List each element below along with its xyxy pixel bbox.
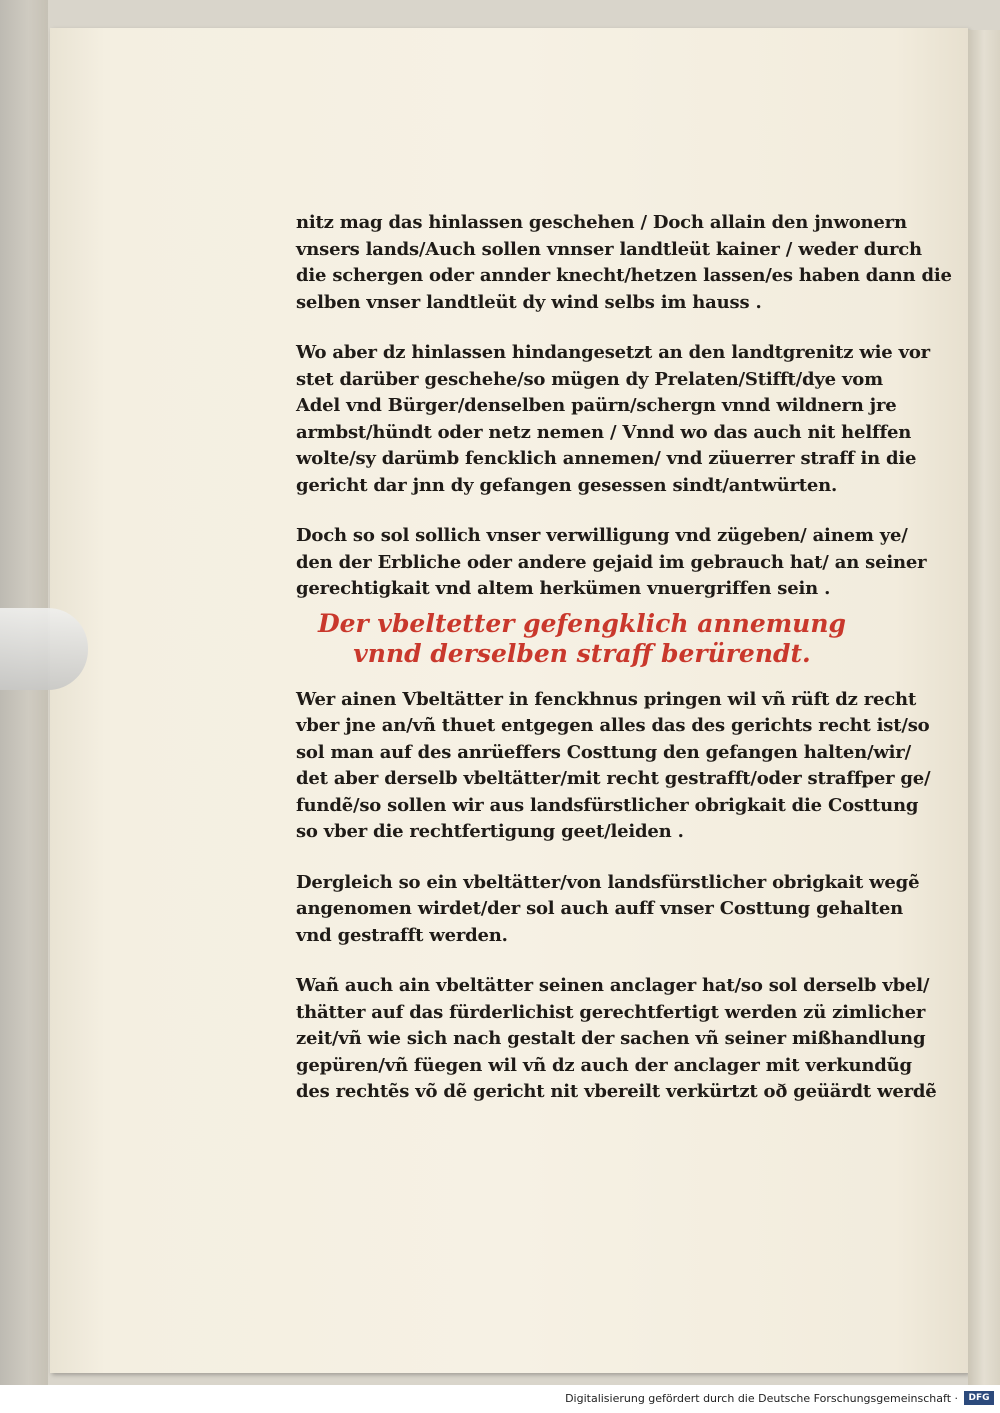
text-line: Doch so sol sollich vnser verwilligung vnd zügeben/ ainem ye/ (296, 525, 908, 546)
heading-line-2: vnnd derselben straff berürendt. (353, 638, 811, 668)
section-heading (296, 609, 868, 669)
text-line: armbst/hündt oder netz nemen / Vnnd wo das auch nit helffen (296, 421, 912, 443)
text-line: vnd gestrafft werden. (296, 924, 508, 946)
text-line: thätter auf das fürderlichist gerechtfertigt werden zü zimlicher (296, 1001, 926, 1023)
text-line: den der Erbliche oder andere gejaid im gebrauch hat/ an seiner (296, 551, 927, 573)
text-line: so vber die rechtfertigung geet/leiden . (296, 821, 684, 842)
text-line: vber jne an/vñ thuet entgegen alles das des gerichts recht ist/so (296, 715, 930, 736)
page-clip (0, 608, 88, 690)
text-line: selben vnser landtleüt dy wind selbs im hauss . (296, 291, 762, 313)
page-text-block (296, 210, 952, 1130)
dfg-logo-icon[interactable]: DFG (964, 1391, 994, 1405)
text-line: gepüren/vñ füegen wil vñ dz auch der anclager mit verkundũg (296, 1054, 912, 1076)
paragraph-4 (296, 687, 931, 846)
text-line: Dergleich so ein vbeltätter/von landsfürstlicher obrigkait wegẽ (296, 871, 920, 893)
text-line: die schergen oder annder knecht/hetzen lassen/es haben dann die (296, 265, 952, 286)
paragraph-6 (296, 973, 937, 1106)
text-line: fundẽ/so sollen wir aus landsfürstlicher obrigkait die Costtung (296, 794, 919, 816)
paragraph-2 (296, 340, 930, 499)
text-line: vnsers lands/Auch sollen vnnser landtleüt kainer / weder durch (296, 238, 922, 260)
text-line: Wer ainen Vbeltätter in fenckhnus pringen wil vñ rüft dz recht (296, 688, 917, 710)
text-line: angenomen wirdet/der sol auch auff vnser Costtung gehalten (296, 898, 903, 919)
funding-notice: Digitalisierung gefördert durch die Deutsche Forschungsgemeinschaft · (565, 1392, 958, 1405)
text-line: Wo aber dz hinlassen hindangesetzt an den landtgrenitz wie vor (296, 342, 930, 363)
paragraph-1 (296, 210, 952, 316)
book-left-edge (0, 0, 48, 1385)
text-line: Adel vnd Bürger/denselben paürn/schergn vnnd wildnern jre (296, 395, 897, 416)
text-line: gericht dar jnn dy gefangen gesessen sindt/antwürten. (296, 474, 838, 496)
paragraph-5 (296, 870, 920, 950)
heading-line-1: Der vbeltetter gefengklich annemung (317, 608, 847, 638)
text-line: Wañ auch ain vbeltätter seinen anclager hat/so sol derselb vbel/ (296, 975, 930, 996)
text-line: des rechtẽs võ dẽ gericht nit vbereilt verkürtzt oð geüärdt werdẽ (296, 1081, 937, 1102)
page-right-fold (968, 30, 1000, 1385)
text-line: gerechtigkait vnd altem herkümen vnuergriffen sein . (296, 578, 831, 599)
text-line: det aber derselb vbeltätter/mit recht gestrafft/oder straffper ge/ (296, 768, 931, 789)
text-line: nitz mag das hinlassen geschehen / Doch allain den jnwonern (296, 212, 907, 233)
footer-bar (0, 1385, 1000, 1413)
paragraph-3 (296, 523, 927, 603)
text-line: wolte/sy darümb fencklich annemen/ vnd züuerrer straff in die (296, 448, 917, 469)
text-line: zeit/vñ wie sich nach gestalt der sachen vñ seiner mißhandlung (296, 1028, 926, 1049)
text-line: sol man auf des anrüeffers Costtung den gefangen halten/wir/ (296, 741, 911, 763)
text-line: stet darüber geschehe/so mügen dy Prelaten/Stifft/dye vom (296, 368, 883, 390)
